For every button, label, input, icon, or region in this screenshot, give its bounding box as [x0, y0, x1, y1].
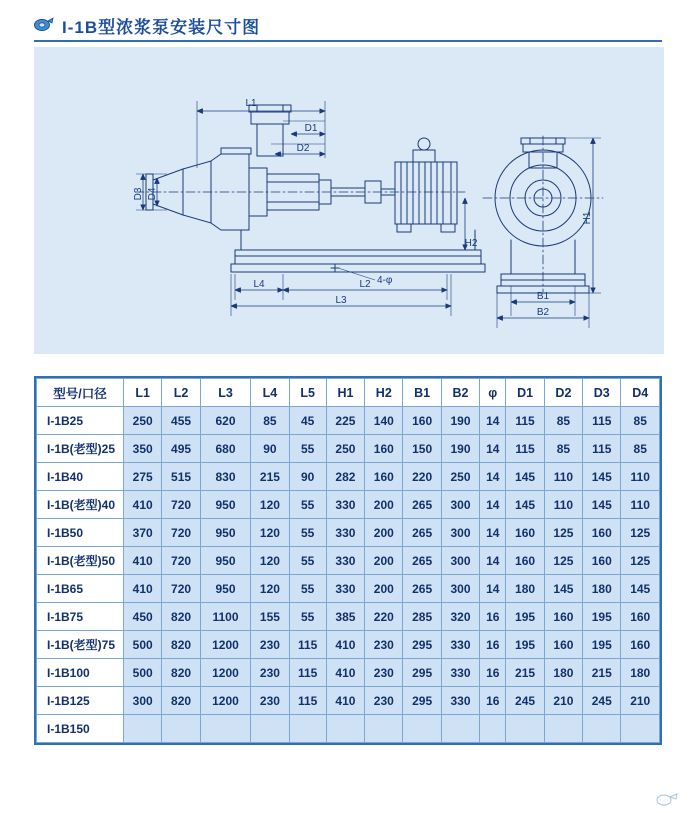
cell-model: I-1B125 — [37, 687, 124, 715]
cell-D4: 210 — [621, 687, 660, 715]
cell-L1: 500 — [124, 659, 162, 687]
cell-B1 — [403, 715, 441, 743]
cell-model: I-1B(老型)40 — [37, 491, 124, 519]
header-D4: D4 — [621, 379, 660, 407]
cell-L1 — [124, 715, 162, 743]
cell-phi: 14 — [480, 575, 506, 603]
cell-D1 — [506, 715, 544, 743]
cell-B2: 330 — [441, 659, 479, 687]
dim-label-D4: D4 — [147, 187, 158, 201]
cell-H2: 200 — [365, 491, 403, 519]
page-title: I-1B型浓浆泵安装尺寸图 — [62, 17, 261, 37]
footer-watermark-icon — [656, 793, 678, 807]
cell-L2: 720 — [162, 575, 200, 603]
cell-L3: 1200 — [200, 659, 251, 687]
cell-D3: 160 — [583, 519, 621, 547]
cell-B1: 220 — [403, 463, 441, 491]
table-row — [37, 631, 660, 659]
cell-L4: 120 — [251, 519, 289, 547]
cell-D2: 145 — [544, 575, 582, 603]
header-phi: φ — [480, 379, 506, 407]
cell-H1: 385 — [326, 603, 364, 631]
dim-label-H2: H2 — [464, 238, 478, 249]
header-D1: D1 — [506, 379, 544, 407]
cell-H2: 230 — [365, 687, 403, 715]
cell-model: I-1B100 — [37, 659, 124, 687]
cell-D4: 160 — [621, 631, 660, 659]
cell-B1: 295 — [403, 631, 441, 659]
header-divider — [34, 40, 662, 42]
cell-L4: 215 — [251, 463, 289, 491]
header-L5: L5 — [289, 379, 326, 407]
cell-D4: 145 — [621, 575, 660, 603]
cell-phi: 14 — [480, 519, 506, 547]
cell-phi: 16 — [480, 603, 506, 631]
dim-label-D3: D3 — [133, 187, 144, 201]
table-row — [37, 519, 660, 547]
cell-D1: 195 — [506, 631, 544, 659]
cell-L5: 115 — [289, 659, 326, 687]
cell-model: I-1B50 — [37, 519, 124, 547]
cell-B1: 295 — [403, 659, 441, 687]
cell-L1: 300 — [124, 687, 162, 715]
cell-D2: 180 — [544, 659, 582, 687]
cell-L4: 120 — [251, 575, 289, 603]
cell-phi: 14 — [480, 547, 506, 575]
cell-D2: 160 — [544, 631, 582, 659]
header-L1: L1 — [124, 379, 162, 407]
cell-D1: 115 — [506, 407, 544, 435]
table-row — [37, 575, 660, 603]
cell-L5: 115 — [289, 631, 326, 659]
cell-B1: 265 — [403, 547, 441, 575]
table-header-row — [37, 379, 660, 407]
cell-phi: 14 — [480, 491, 506, 519]
cell-D2 — [544, 715, 582, 743]
cell-model: I-1B(老型)50 — [37, 547, 124, 575]
cell-L1: 275 — [124, 463, 162, 491]
cell-D1: 160 — [506, 519, 544, 547]
cell-H1: 330 — [326, 547, 364, 575]
cell-B1: 150 — [403, 435, 441, 463]
cell-B2: 300 — [441, 491, 479, 519]
cell-D4: 160 — [621, 603, 660, 631]
cell-B2: 300 — [441, 575, 479, 603]
cell-H2: 160 — [365, 463, 403, 491]
cell-L4: 230 — [251, 631, 289, 659]
cell-B1: 285 — [403, 603, 441, 631]
cell-B2: 190 — [441, 407, 479, 435]
cell-L1: 370 — [124, 519, 162, 547]
cell-model: I-1B25 — [37, 407, 124, 435]
cell-B2 — [441, 715, 479, 743]
cell-D1: 145 — [506, 463, 544, 491]
cell-B2: 300 — [441, 547, 479, 575]
header-L2: L2 — [162, 379, 200, 407]
table-row — [37, 715, 660, 743]
cell-D1: 115 — [506, 435, 544, 463]
cell-phi: 14 — [480, 463, 506, 491]
cell-phi: 14 — [480, 435, 506, 463]
cell-L5: 55 — [289, 547, 326, 575]
dim-label-L2: L2 — [359, 279, 371, 290]
dimension-table — [36, 378, 660, 743]
cell-L3: 950 — [200, 575, 251, 603]
cell-D3: 145 — [583, 491, 621, 519]
dimension-table-wrapper — [34, 376, 662, 745]
cell-L3: 1100 — [200, 603, 251, 631]
installation-drawing — [34, 47, 664, 354]
cell-D3: 145 — [583, 463, 621, 491]
cell-D3: 160 — [583, 547, 621, 575]
cell-H2: 200 — [365, 547, 403, 575]
cell-D2: 125 — [544, 519, 582, 547]
header-B2: B2 — [441, 379, 479, 407]
table-row — [37, 463, 660, 491]
cell-H1: 330 — [326, 575, 364, 603]
cell-L5: 55 — [289, 519, 326, 547]
cell-B1: 265 — [403, 575, 441, 603]
cell-B2: 250 — [441, 463, 479, 491]
cell-D4: 125 — [621, 519, 660, 547]
cell-D1: 195 — [506, 603, 544, 631]
cell-D1: 245 — [506, 687, 544, 715]
dim-label-L1: L1 — [245, 98, 257, 109]
cell-L5: 55 — [289, 575, 326, 603]
dim-label-D1: D1 — [304, 123, 318, 134]
cell-L2: 720 — [162, 547, 200, 575]
cell-L1: 500 — [124, 631, 162, 659]
cell-L4: 120 — [251, 547, 289, 575]
cell-L2: 720 — [162, 519, 200, 547]
dim-label-B1: B1 — [536, 291, 550, 302]
cell-B1: 265 — [403, 491, 441, 519]
cell-L1: 350 — [124, 435, 162, 463]
cell-L5: 55 — [289, 435, 326, 463]
dim-label-D2: D2 — [296, 143, 310, 154]
header-D3: D3 — [583, 379, 621, 407]
cell-L2: 495 — [162, 435, 200, 463]
cell-D4 — [621, 715, 660, 743]
table-row — [37, 687, 660, 715]
table-row — [37, 491, 660, 519]
cell-B2: 190 — [441, 435, 479, 463]
table-row — [37, 435, 660, 463]
cell-L4: 155 — [251, 603, 289, 631]
cell-B2: 330 — [441, 631, 479, 659]
cell-D4: 85 — [621, 407, 660, 435]
cell-L3: 950 — [200, 491, 251, 519]
cell-H1: 410 — [326, 659, 364, 687]
pump-icon — [34, 16, 54, 34]
cell-phi — [480, 715, 506, 743]
cell-model: I-1B150 — [37, 715, 124, 743]
cell-H2: 230 — [365, 631, 403, 659]
cell-L1: 450 — [124, 603, 162, 631]
cell-H2: 140 — [365, 407, 403, 435]
cell-H2: 200 — [365, 575, 403, 603]
cell-L3: 1200 — [200, 631, 251, 659]
cell-D3: 115 — [583, 435, 621, 463]
cell-L2: 820 — [162, 659, 200, 687]
cell-B2: 320 — [441, 603, 479, 631]
cell-B1: 160 — [403, 407, 441, 435]
cell-D2: 110 — [544, 491, 582, 519]
cell-L3: 830 — [200, 463, 251, 491]
cell-D3: 115 — [583, 407, 621, 435]
cell-D3: 195 — [583, 631, 621, 659]
cell-L5: 90 — [289, 463, 326, 491]
cell-D1: 215 — [506, 659, 544, 687]
table-row — [37, 407, 660, 435]
cell-L3: 680 — [200, 435, 251, 463]
cell-H1: 225 — [326, 407, 364, 435]
cell-L4: 90 — [251, 435, 289, 463]
cell-D4: 85 — [621, 435, 660, 463]
cell-L2: 455 — [162, 407, 200, 435]
cell-L2: 720 — [162, 491, 200, 519]
cell-H2: 160 — [365, 435, 403, 463]
cell-H2: 200 — [365, 519, 403, 547]
cell-L5: 55 — [289, 491, 326, 519]
cell-L2: 820 — [162, 603, 200, 631]
cell-L1: 250 — [124, 407, 162, 435]
cell-B1: 265 — [403, 519, 441, 547]
cell-H1: 410 — [326, 631, 364, 659]
header-L4: L4 — [251, 379, 289, 407]
page-header — [34, 10, 664, 40]
cell-D2: 110 — [544, 463, 582, 491]
cell-H1: 282 — [326, 463, 364, 491]
cell-B2: 330 — [441, 687, 479, 715]
cell-L5: 45 — [289, 407, 326, 435]
header-H1: H1 — [326, 379, 364, 407]
cell-D1: 180 — [506, 575, 544, 603]
cell-B1: 295 — [403, 687, 441, 715]
cell-H2 — [365, 715, 403, 743]
cell-L2: 820 — [162, 687, 200, 715]
cell-model: I-1B40 — [37, 463, 124, 491]
cell-D2: 85 — [544, 435, 582, 463]
cell-L1: 410 — [124, 575, 162, 603]
cell-D2: 160 — [544, 603, 582, 631]
cell-H1 — [326, 715, 364, 743]
cell-D4: 180 — [621, 659, 660, 687]
dim-label-L3: L3 — [335, 295, 347, 306]
cell-D4: 110 — [621, 491, 660, 519]
dim-label-B2: B2 — [536, 307, 550, 318]
cell-L3: 950 — [200, 547, 251, 575]
cell-D1: 145 — [506, 491, 544, 519]
drawing-svg — [35, 48, 663, 353]
cell-L2: 820 — [162, 631, 200, 659]
cell-phi: 16 — [480, 659, 506, 687]
cell-H1: 330 — [326, 519, 364, 547]
cell-L4: 120 — [251, 491, 289, 519]
cell-L5: 115 — [289, 687, 326, 715]
cell-model: I-1B75 — [37, 603, 124, 631]
cell-L2: 515 — [162, 463, 200, 491]
cell-model: I-1B(老型)75 — [37, 631, 124, 659]
table-row — [37, 547, 660, 575]
dim-label-holes: 4-φ — [377, 275, 393, 286]
cell-phi: 14 — [480, 407, 506, 435]
dim-label-L4: L4 — [253, 279, 265, 290]
cell-H2: 220 — [365, 603, 403, 631]
cell-model: I-1B(老型)25 — [37, 435, 124, 463]
cell-L1: 410 — [124, 547, 162, 575]
cell-H1: 250 — [326, 435, 364, 463]
cell-H1: 330 — [326, 491, 364, 519]
header-model: 型号/口径 — [37, 379, 124, 407]
cell-phi: 16 — [480, 687, 506, 715]
cell-D4: 110 — [621, 463, 660, 491]
cell-D3: 245 — [583, 687, 621, 715]
cell-L5 — [289, 715, 326, 743]
cell-D1: 160 — [506, 547, 544, 575]
cell-D4: 125 — [621, 547, 660, 575]
cell-B2: 300 — [441, 519, 479, 547]
cell-L3 — [200, 715, 251, 743]
cell-L5: 55 — [289, 603, 326, 631]
header-B1: B1 — [403, 379, 441, 407]
cell-D3: 180 — [583, 575, 621, 603]
cell-D3: 195 — [583, 603, 621, 631]
cell-D2: 210 — [544, 687, 582, 715]
cell-H1: 410 — [326, 687, 364, 715]
cell-D2: 125 — [544, 547, 582, 575]
header-H2: H2 — [365, 379, 403, 407]
cell-L4: 85 — [251, 407, 289, 435]
table-row — [37, 603, 660, 631]
cell-model: I-1B65 — [37, 575, 124, 603]
dim-label-H1: H1 — [582, 211, 593, 225]
cell-L3: 1200 — [200, 687, 251, 715]
header-D2: D2 — [544, 379, 582, 407]
cell-D3: 215 — [583, 659, 621, 687]
cell-H2: 230 — [365, 659, 403, 687]
header-L3: L3 — [200, 379, 251, 407]
cell-L3: 950 — [200, 519, 251, 547]
cell-L4: 230 — [251, 659, 289, 687]
cell-D3 — [583, 715, 621, 743]
cell-L1: 410 — [124, 491, 162, 519]
cell-phi: 16 — [480, 631, 506, 659]
cell-L2 — [162, 715, 200, 743]
cell-D2: 85 — [544, 407, 582, 435]
cell-L4 — [251, 715, 289, 743]
cell-L4: 230 — [251, 687, 289, 715]
cell-L3: 620 — [200, 407, 251, 435]
table-row — [37, 659, 660, 687]
